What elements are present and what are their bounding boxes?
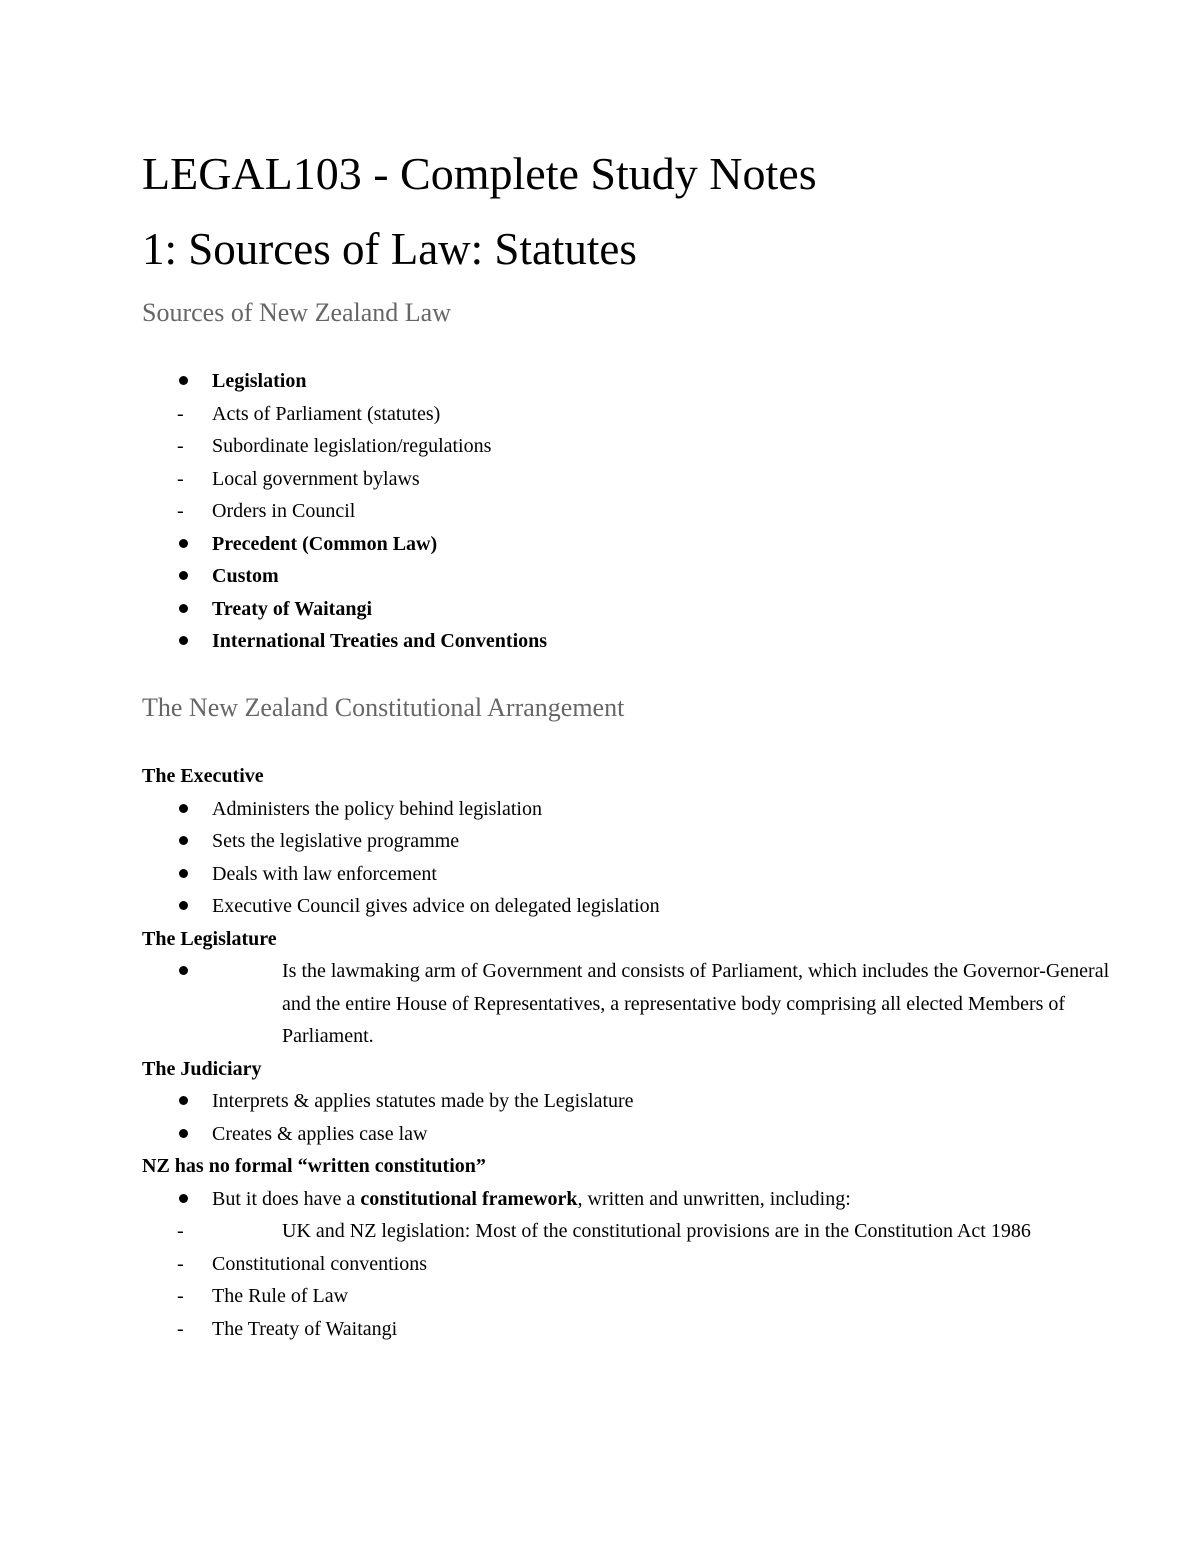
judiciary-heading: The Judiciary: [142, 1057, 262, 1080]
bullet-icon: [179, 836, 188, 845]
list-item: - The Rule of Law: [142, 1280, 1062, 1313]
dash-icon: -: [177, 467, 184, 490]
dash-icon: -: [177, 435, 184, 457]
dash-icon: -: [177, 402, 184, 425]
bullet-icon: [179, 901, 188, 910]
list-item: International Treaties and Conventions: [142, 625, 1062, 658]
list-item: - The Treaty of Waitangi: [142, 1313, 1062, 1346]
bullet-icon: [179, 539, 188, 548]
list-item: Legislation: [142, 365, 1062, 398]
list-item: But it does have a constitutional framework, written and unwritten, including:: [142, 1183, 1062, 1216]
sources-list: [142, 365, 1062, 658]
list-item: - Orders in Council: [142, 495, 1062, 528]
list-item: - UK and NZ legislation: Most of the constitutional provisions are in the Constitution Act 1986: [142, 1215, 1062, 1248]
list-item: - Acts of Parliament (statutes): [142, 398, 1062, 431]
bullet-icon: [179, 966, 188, 975]
list-item: Sets the legislative programme: [142, 825, 1062, 858]
legislature-heading: The Legislature: [142, 927, 277, 950]
bullet-icon: [179, 1129, 188, 1138]
bullet-icon: [179, 804, 188, 813]
list-item: Custom: [142, 560, 1062, 593]
constitution-heading: NZ has no formal “written constitution”: [142, 1155, 486, 1177]
dash-icon: -: [177, 1285, 184, 1307]
bullet-icon: [179, 376, 188, 385]
subsection-heading-sources: Sources of New Zealand Law: [142, 298, 451, 327]
dash-icon: -: [177, 500, 184, 522]
subsection-heading-constitutional: The New Zealand Constitutional Arrangement: [142, 693, 625, 722]
bullet-icon: [179, 604, 188, 613]
list-item: - Constitutional conventions: [142, 1248, 1062, 1281]
dash-icon: -: [177, 1252, 184, 1275]
list-item: Administers the policy behind legislation: [142, 793, 1062, 826]
dash-icon: -: [177, 1317, 184, 1340]
list-item: Treaty of Waitangi: [142, 593, 1062, 626]
bullet-icon: [179, 1194, 188, 1203]
list-item: Deals with law enforcement: [142, 858, 1062, 891]
constitutional-framework-term: constitutional framework: [360, 1187, 578, 1210]
constitutional-content: [142, 760, 1110, 1345]
list-item: Creates & applies case law: [142, 1118, 1062, 1151]
list-item: Interprets & applies statutes made by the Legislature: [142, 1085, 1062, 1118]
list-item: Is the lawmaking arm of Government and consists of Parliament, which includes the Governor-General and the entire House of Representatives, a representative body comprising all elected Members of Parliament.: [142, 955, 1062, 1053]
section-title: 1: Sources of Law: Statutes: [142, 224, 637, 274]
bullet-icon: [179, 636, 188, 645]
list-item: - Local government bylaws: [142, 463, 1062, 496]
bullet-icon: [179, 571, 188, 580]
document-title: LEGAL103 - Complete Study Notes: [142, 148, 817, 199]
list-item: - Subordinate legislation/regulations: [142, 430, 1062, 463]
list-item: Executive Council gives advice on delegated legislation: [142, 890, 1062, 923]
bullet-icon: [179, 869, 188, 878]
dash-icon: -: [177, 1220, 184, 1242]
executive-heading: The Executive: [142, 765, 264, 787]
bullet-icon: [179, 1096, 188, 1105]
list-item: Precedent (Common Law): [142, 528, 1062, 561]
